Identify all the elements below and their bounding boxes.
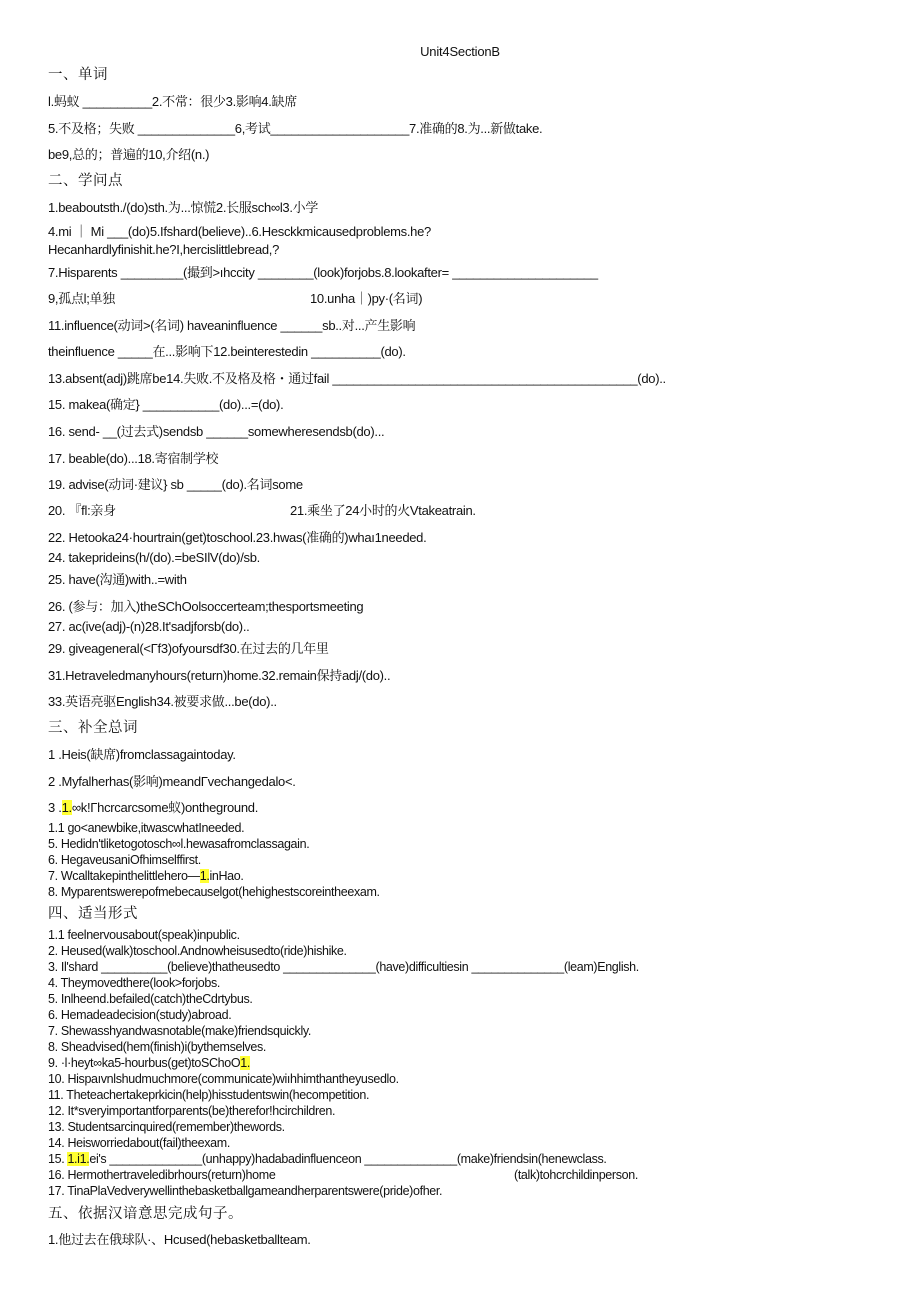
section-heading-2: 二、学问点 xyxy=(48,173,123,189)
text-line xyxy=(48,1055,250,1071)
text-line: 4. Theymovedthere(look>forjobs. xyxy=(48,976,221,990)
text-line: 1 .Heis(缺席)fromclassagaintoday. xyxy=(48,747,236,762)
highlighted-text: 1. xyxy=(240,1056,250,1070)
text-line: 26. (参与：加入)theSChOolsoccerteam;thesportsmeeting xyxy=(48,599,364,614)
text-line: l.蚂蚁 __________2.不常：很少3.影响4.缺席 xyxy=(48,94,297,109)
text-line: 29. giveageneral(<Γf3)ofyoursdf30.在过去的几年里 xyxy=(48,641,329,656)
text-line: Hecanhardlyfinishit.he?I,hercislittlebread,? xyxy=(48,242,280,257)
text-line: 16. Hermothertraveledibrhours(return)home xyxy=(48,1168,276,1182)
text-line: 24. takeprideins(h/(do).=beSIlV(do)/sb. xyxy=(48,550,260,565)
page-title: Unit4SectionB xyxy=(420,44,500,59)
text-line: 17. TinaPlaVedverywellinthebasketballgameandherparentswere(pride)ofher. xyxy=(48,1184,443,1198)
text-line: 2. Heused(walk)toschool.Andnowheisusedto(ride)hishike. xyxy=(48,944,347,958)
text-line: 2 .Myfalherhas(影响)meandΓvechangedalo<. xyxy=(48,774,296,789)
text-line: 13.absent(adj)跳席be14.失败.不及格及格・通过fail ____________________________________________(do).. xyxy=(48,371,666,386)
text-line: 11.influence(动词>(名词) haveaninfluence ______sb..对...产生影响 xyxy=(48,318,416,333)
text-line: 5. Inlheend.befailed(catch)theCdrtybus. xyxy=(48,992,253,1006)
text-line: theinfluence _____在...影响下12.beinterestedin __________(do). xyxy=(48,344,406,359)
item-number: 15. xyxy=(48,1152,68,1166)
item-text: ∞k!Γhcrcarcsome蚁)ontheground. xyxy=(71,800,259,815)
text-line: 8. Myparentswerepofmebecauselgot(hehighestscoreintheexam. xyxy=(48,885,380,899)
text-line: 33.英语亮驱English34.被要求做...be(do).. xyxy=(48,694,277,709)
text-line: 10. Hispaıvnlshudmuchmore(communicate)wiıhhimthantheyusedlo. xyxy=(48,1072,399,1086)
item-text: 7. Wcalltakepinthelittlehero— xyxy=(48,869,200,883)
text-line: 7.Hisparents _________(撮到>ıhccity ________(look)forjobs.8.lookafter= _____________________ xyxy=(48,265,598,280)
text-line: 13. Studentsarcinquired(remember)thewords. xyxy=(48,1120,285,1134)
text-line: 4.mi ｜ Mi ___(do)5.Ifshard(believe)..6.Hesckkmicausedproblems.he? xyxy=(48,224,431,239)
text-line xyxy=(48,800,258,816)
text-line: 12. It*sveryimportantforparents(be)therefor!hcirchildren. xyxy=(48,1104,336,1118)
text-line: 14. Heisworriedabout(fail)theexam. xyxy=(48,1136,230,1150)
item-text: 9. ·l·heyt∞ka5-hourbus(get)toSChoO xyxy=(48,1056,241,1070)
highlighted-text: 1. xyxy=(61,800,72,815)
text-line: 1.1 go<anewbike,itwascwhatIneeded. xyxy=(48,821,245,835)
text-line: 10.unha｜)py·(名词) xyxy=(310,291,423,306)
item-text: ei's ______________(unhappy)hadabadinfluenceon ______________(make)friendsin(henewclass. xyxy=(89,1152,607,1166)
text-line: 27. ac(ive(adj)-(n)28.It'sadjforsb(do).. xyxy=(48,619,250,634)
text-line: 11. Theteachertakeprkicin(help)hisstudentswin(hecompetition. xyxy=(48,1088,370,1102)
text-line: 16. send- __(过去式)sendsb ______somewheresendsb(do)... xyxy=(48,424,385,439)
item-text: inHao. xyxy=(209,869,244,883)
text-line: 1.他过去在俄球队·、Hcused(hebasketballteam. xyxy=(48,1232,311,1247)
text-line: be9,总的；普遍的10,介绍(n.) xyxy=(48,147,210,162)
text-line: 6. Hemadeadecision(study)abroad. xyxy=(48,1008,232,1022)
text-line: 22. Hetooka24·hourtrain(get)toschool.23.hwas(准确的)whaı1needed. xyxy=(48,530,427,545)
text-line: 15. makea(确定} ___________(do)...=(do). xyxy=(48,397,284,412)
text-line xyxy=(48,868,244,884)
text-line: 3. Il'shard __________(believe)thatheusedto ______________(have)difficultiesin ______________(leam)English. xyxy=(48,960,639,974)
text-line: 5.不及格；失败 ______________6,考试____________________7.准确的8.为...新做take. xyxy=(48,121,543,136)
text-line: 20. 『fl:亲身 xyxy=(48,503,116,518)
text-line: 17. beable(do)...18.寄宿制学校 xyxy=(48,451,219,466)
text-line: 25. have(沟通)with..=with xyxy=(48,572,187,587)
text-line: 21.乘坐了24小时的火Vtakeatrain. xyxy=(290,503,476,518)
section-heading-4: 四、适当形式 xyxy=(48,906,138,922)
text-line: 6. HegaveusaniOfhimselffirst. xyxy=(48,853,201,867)
text-line: 7. Shewasshyandwasnotable(make)friendsquickly. xyxy=(48,1024,311,1038)
highlighted-text: 1. xyxy=(199,869,210,883)
text-line: 8. Sheadvised(hem(finish)i(bythemselves. xyxy=(48,1040,267,1054)
text-line: 1.beaboutsth./(do)sth.为...惊慌2.长服sch∞l3.小学 xyxy=(48,200,319,215)
text-line: 5. Hedidn'tliketogotosch∞l.hewasafromclassagain. xyxy=(48,837,310,851)
text-line: (talk)tohcrchildinperson. xyxy=(514,1168,638,1182)
section-heading-3: 三、补全总词 xyxy=(48,720,138,736)
text-line xyxy=(48,1151,607,1167)
text-line: 31.Hetraveledmanyhours(return)home.32.remain保持adj/(do).. xyxy=(48,668,391,683)
highlighted-text: 1.i1. xyxy=(67,1152,90,1166)
section-heading-5: 五、依据汉谙意思完成句子。 xyxy=(48,1206,243,1222)
text-line: 9,孤点l;单独 xyxy=(48,291,115,306)
text-line: 19. advise(动词·建议} sb _____(do).名词some xyxy=(48,477,303,492)
item-number: 3 . xyxy=(48,800,62,815)
text-line: 1.1 feelnervousabout(speak)inpublic. xyxy=(48,928,240,942)
section-heading-1: 一、单词 xyxy=(48,67,108,83)
